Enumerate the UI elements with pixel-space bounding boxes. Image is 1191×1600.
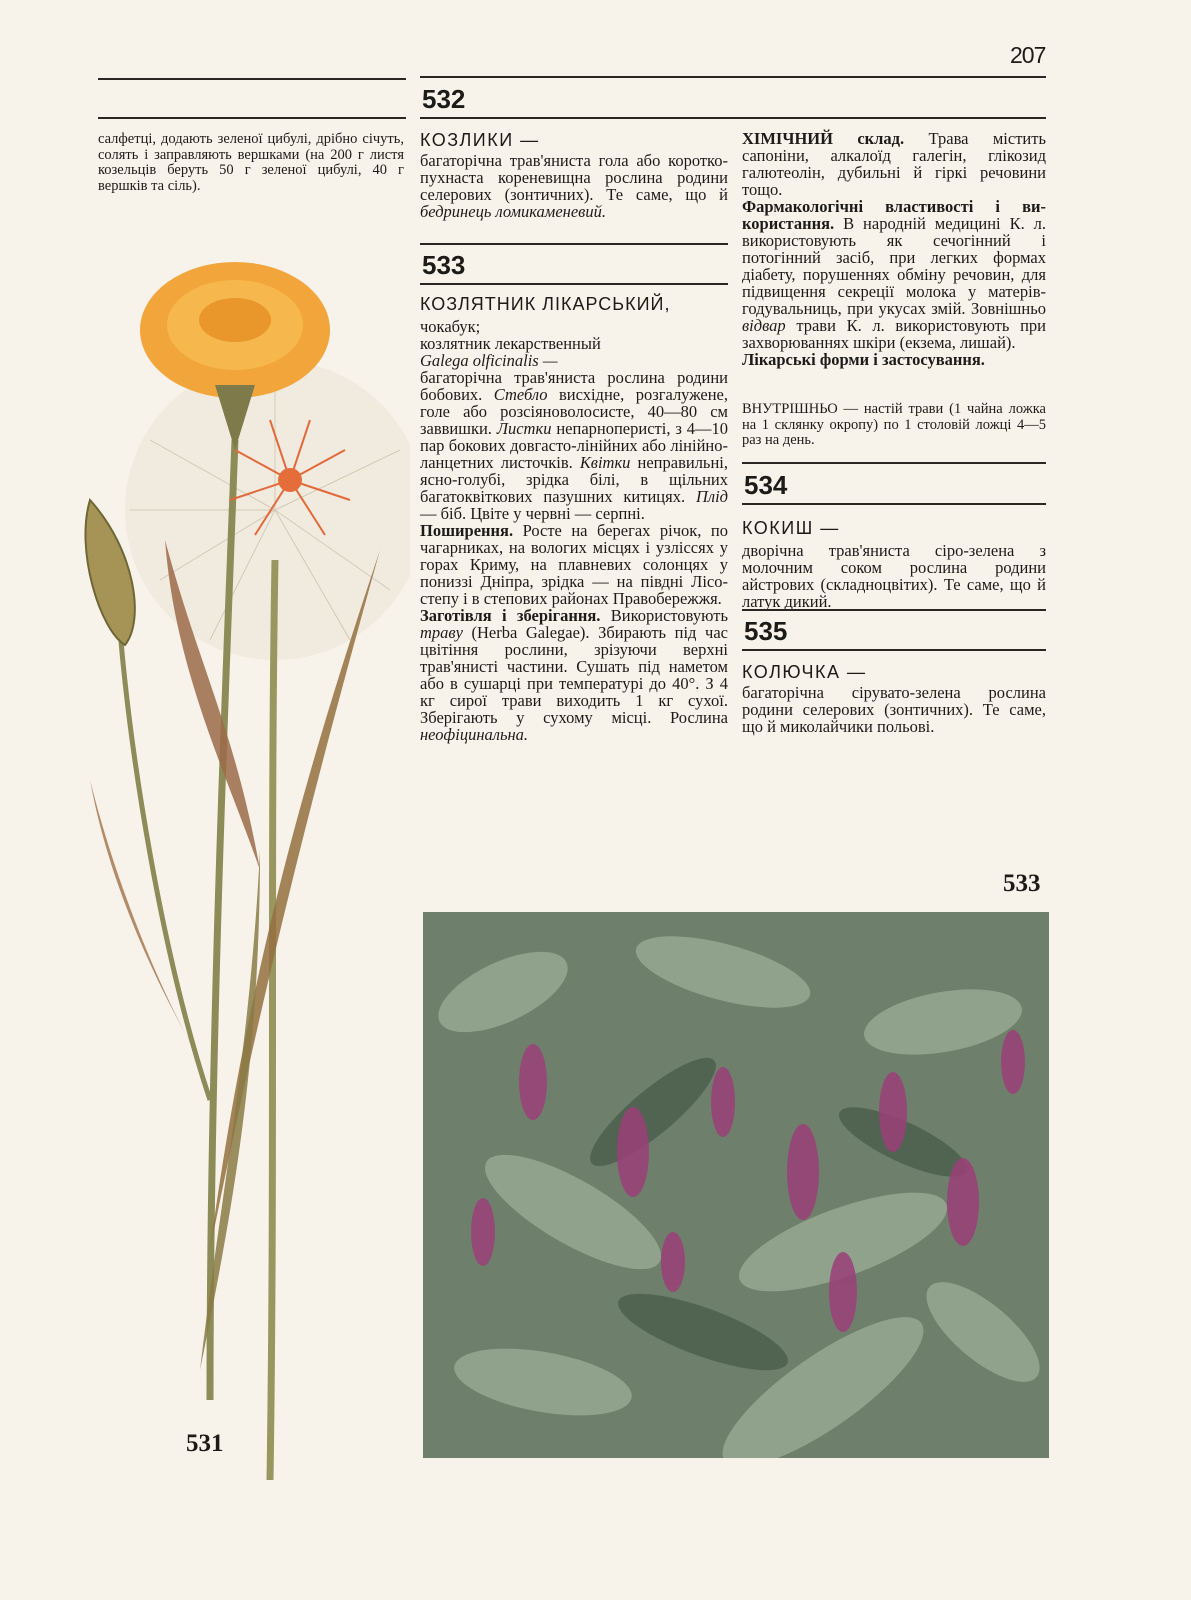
section-535-title: КОЛЮЧКА — [742,662,867,682]
rule-533-bottom [420,283,728,285]
rule-533-top [420,243,728,245]
rule-534-top [742,462,1046,464]
rule-535-bottom [742,649,1046,651]
rule-534-bottom [742,503,1046,505]
rule-left-top [98,78,406,80]
rule-left-2 [98,117,406,119]
second-stem [270,560,275,1480]
section-535-text: багаторічна сірувато-зелена рослина родини селерових (зонтичних). Те саме, що й миколайчики польові. [742,683,1046,736]
section-532-text: багаторічна трав'яниста гола або короткопухнаста кореневищна рослина родини селерових (зонтичних). Те саме, що й бедринець ломикаменевий. [420,151,728,221]
section-534-title: КОКИШ — [742,518,840,538]
bud-stem [120,630,210,1100]
section-534-number: 534 [744,470,788,500]
galega-photo [423,912,1049,1458]
rule-532-bottom [420,117,1046,119]
section-533-number: 533 [422,250,466,280]
botanical-illustration [60,250,410,1500]
section-533-forms: ВНУТРІШНЬО — настій трави (1 чайна ложка на 1 склянку окропу) по 1 столовій ложці 4—5 раз на день. [742,401,1046,448]
section-533-title: КОЗЛЯТНИК ЛІКАРСЬКИЙ, [420,294,671,314]
section-533-text: чокабук; козлятник лекарственный Galega olficinalis — багаторічна трав'яниста рослина родини бобових. Стебло висхідне, розгалужене, голе або розсіяноволосисте, 40—80 см заввишки. Листки непарноперисті, з 4—10 пар бокових довгасто-лінійних або лінійно-ланцетних листочків. Квітки неправильні, ясно-голубі, зрідка білі, в щільних багатоквіткових пазушних китицях. Плід — біб. Цвіте у червні — серпні. Поширення. Росте на берегах річок, по чагарниках, на вологих місцях і узліссях у горах Криму, на плавневих солонцях у пониззі Дніпра, зрідка — на півдні Лісостепу і в степових районах Правобережжя. Заготівля і зберігання. Використовують траву (Herba Galegae). Збирають під час цвітіння рослини, зрізуючи верхні трав'янисті частини. Сушать під наметом або в сушарці при температурі до 40°. З 4 кг сирої трави виходить 1 кг сухої. Зберігають у сухому місці. Рослина неофіцинальна. [420,317,728,744]
figure-531-label: 531 [186,1430,224,1457]
section-533-continued: ХІМІЧНИЙ склад. Трава містить сапоніни, алкалоїд галегін, глікозид галютеолін, дубильні й гіркі речовини тощо. Фармакологічні властивості і використання. В народній медицині К. л. використовують як сечогінний і потогінний засіб, при легких формах діабету, порушеннях обміну речовин, для підвищення секреції молока у матерів-годувальниць, при укусах змій. Зовнішньо відвар трави К. л. використовують при захворюваннях шкіри (екзема, лишай). Лікарські форми і застосування. [742,129,1046,369]
rule-top [420,76,1046,78]
page-number: 207 [1010,42,1046,68]
figure-533-label: 533 [1003,870,1041,897]
section-535-number: 535 [744,616,788,646]
column-left-text: салфетці, додають зеленої цибулі, дрібно січуть, солять і заправляють вершками (на 200 г листя козельців беруть 50 г зеленої цибулі, 40 г вершків та сіль). [98,131,404,194]
section-534-text: дворічна трав'яниста сіро-зелена з молочним соком рослина родини айстрових (складноцвітих). Те саме, що й латук дикий. [742,541,1046,611]
section-532-title: КОЗЛИКИ — [420,130,540,150]
rule-535-top [742,609,1046,611]
section-532-number: 532 [422,84,466,114]
